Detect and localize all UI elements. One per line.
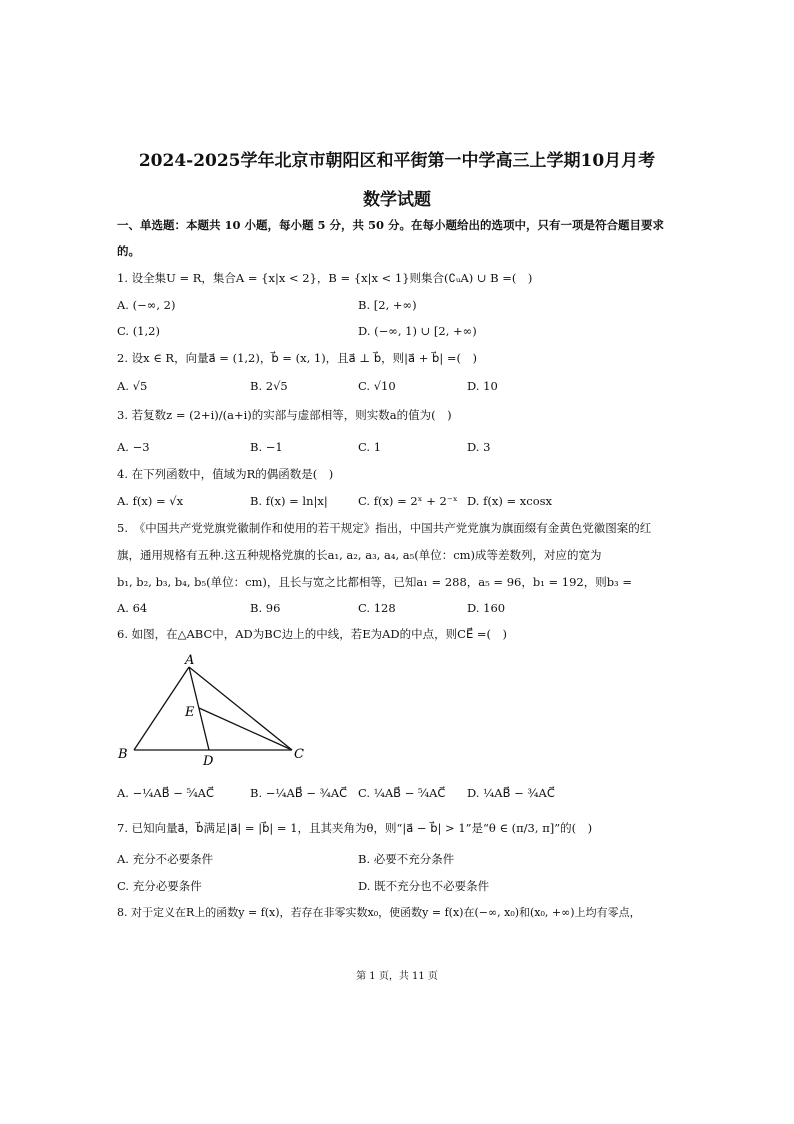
q4-option-c: C. f(x) = 2ˣ + 2⁻ˣ: [358, 494, 458, 508]
label-b: B: [118, 747, 128, 762]
segment-ec: [199, 708, 292, 750]
q2-option-c: C. √10: [358, 379, 396, 393]
q3-option-d: D. 3: [467, 440, 491, 454]
label-a: A: [185, 653, 195, 668]
q5-option-a: A. 64: [117, 601, 148, 615]
question-2: 2. 设x ∈ R，向量a⃗ = (1,2)，b⃗ = (x, 1)，且a⃗ ⊥ b⃗，则|a⃗ + b⃗| =( ): [117, 351, 477, 365]
q6-option-d: D. ¼AB⃗ − ¾AC⃗: [467, 786, 555, 800]
section-instructions-cont: 的。: [117, 244, 140, 258]
question-5-cont-2: b₁, b₂, b₃, b₄, b₅(单位：cm)，且长与宽之比都相等，已知a₁ = 288，a₅ = 96，b₁ = 192，则b₃ =: [117, 575, 632, 589]
q7-option-a: A. 充分不必要条件: [117, 852, 214, 866]
q3-option-c: C. 1: [358, 440, 382, 454]
question-7: 7. 已知向量a⃗，b⃗满足|a⃗| = |b⃗| = 1，且其夹角为θ，则“|a⃗ − b⃗| > 1”是“θ ∈ (π/3, π]”的( ): [117, 821, 593, 835]
q7-option-c: C. 充分必要条件: [117, 879, 202, 893]
triangle-figure: [112, 650, 322, 770]
q1-option-d: D. (−∞, 1) ∪ [2, +∞): [358, 324, 477, 338]
page-footer: 第 1 页，共 11 页: [356, 971, 438, 982]
q5-option-c: C. 128: [358, 601, 396, 615]
q6-option-b: B. −¼AB⃗ − ¾AC⃗: [250, 786, 348, 800]
q7-option-b: B. 必要不充分条件: [358, 852, 455, 866]
q5-option-d: D. 160: [467, 601, 506, 615]
question-5-cont: 旗，通用规格有五种.这五种规格党旗的长a₁, a₂, a₃, a₄, a₅(单位：cm)成等差数列，对应的宽为: [117, 548, 602, 562]
label-d: D: [203, 754, 214, 769]
label-c: C: [294, 747, 304, 762]
q6-option-c: C. ¼AB⃗ − ⁵⁄₄AC⃗: [358, 786, 446, 800]
q5-option-b: B. 96: [250, 601, 281, 615]
question-3: 3. 若复数z = (2+i)/(a+i)的实部与虚部相等，则实数a的值为( ): [117, 408, 452, 422]
q1-option-b: B. [2, +∞): [358, 298, 417, 312]
q3-option-a: A. −3: [117, 440, 150, 454]
label-e: E: [185, 705, 195, 720]
q4-option-a: A. f(x) = √x: [117, 494, 184, 508]
question-4: 4. 在下列函数中，值域为R的偶函数是( ): [117, 467, 334, 481]
question-5: 5. 《中国共产党党旗党徽制作和使用的若干规定》指出，中国共产党党旗为旗面缀有金黄色党徽图案的红: [117, 521, 652, 535]
question-8: 8. 对于定义在R上的函数y = f(x)，若存在非零实数x₀，使函数y = f(x)在(−∞, x₀)和(x₀, +∞)上均有零点，: [117, 906, 641, 919]
q6-option-a: A. −¼AB⃗ − ⁵⁄₄AC⃗: [117, 786, 215, 800]
q2-option-a: A. √5: [117, 379, 148, 393]
section-instructions: 一、单选题：本题共 10 小题，每小题 5 分，共 50 分。在每小题给出的选项中，只有一项是符合题目要求: [117, 218, 665, 232]
q3-option-b: B. −1: [250, 440, 283, 454]
q4-option-b: B. f(x) = ln|x|: [250, 494, 328, 508]
q2-option-d: D. 10: [467, 379, 498, 393]
document-subtitle: 数学试题: [363, 190, 431, 210]
q1-option-a: A. (−∞, 2): [117, 298, 176, 312]
side-ac: [189, 667, 292, 750]
question-6: 6. 如图，在△ABC中，AD为BC边上的中线，若E为AD的中点，则CE⃗ =( ): [117, 627, 507, 641]
side-ab: [134, 667, 189, 750]
q2-option-b: B. 2√5: [250, 379, 288, 393]
q7-option-d: D. 既不充分也不必要条件: [358, 879, 490, 893]
question-1: 1. 设全集U = R，集合A = {x|x < 2}，B = {x|x < 1}则集合(∁ᵤA) ∪ B =( ): [117, 271, 533, 285]
document-title: 2024-2025学年北京市朝阳区和平街第一中学高三上学期10月月考: [138, 151, 656, 171]
q1-option-c: C. (1,2): [117, 324, 160, 338]
q4-option-d: D. f(x) = xcosx: [467, 494, 553, 508]
